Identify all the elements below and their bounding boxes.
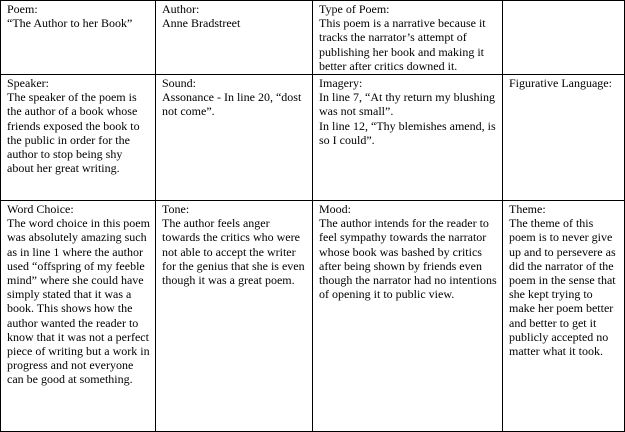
mood-text: The author intends for the reader to feel sympathy towards the narrator whose book was bashed by critics after being shown by friends even though the narrator had no intentions of opening it to public view. — [319, 216, 497, 302]
theme-label: Theme: — [509, 202, 546, 216]
mood-cell — [313, 201, 503, 432]
speaker-text: The speaker of the poem is the author of a book whose friends exposed the book to the public in order for the author to stop being shy about her great writing. — [7, 90, 140, 176]
figurative-language-cell — [503, 75, 625, 201]
author-name: Anne Bradstreet — [162, 16, 241, 31]
word-choice-label: Word Choice: — [7, 202, 74, 216]
figurative-language-label: Figurative Language: — [509, 76, 612, 90]
word-choice-cell — [1, 201, 156, 432]
empty-cell — [503, 1, 625, 75]
sound-label: Sound: — [162, 76, 197, 90]
poem-title: “The Author to her Book” — [7, 16, 133, 31]
author-cell — [156, 1, 313, 75]
theme-cell — [503, 201, 625, 432]
poem-cell — [1, 1, 156, 75]
table-row — [1, 201, 625, 432]
table-row — [1, 1, 625, 75]
sound-cell — [156, 75, 313, 201]
speaker-label: Speaker: — [7, 76, 49, 90]
sound-text: Assonance - In line 20, “dost not come”. — [162, 90, 302, 119]
word-choice-text: The word choice in this poem was absolutely amazing such as in line 1 where the author used “offspring of my feeble mind” where she could have simply stated that it was a book. This shows how the author wanted the reader to know that it was not a perfect piece of writing but a work in progress and not everyone can be good at something. — [7, 216, 150, 387]
author-label: Author: — [162, 2, 200, 16]
theme-text: The theme of this poem is to never give up and to persevere as did the narrator of the poem in the sense that she kept trying to make her poem better and better to get it publicly accepted no matter what it took. — [509, 216, 616, 359]
poem-label: Poem: — [7, 2, 38, 16]
imagery-label: Imagery: — [319, 76, 363, 90]
mood-label: Mood: — [319, 202, 352, 216]
tone-text: The author feels anger towards the critics who were not able to accept the writer for the genius that she is even though it was a great poem. — [162, 216, 305, 288]
type-of-poem-label: Type of Poem: — [319, 2, 390, 16]
type-of-poem-text: This poem is a narrative because it tracks the narrator’s attempt of publishing her book and making it better after critics downed it. — [319, 16, 486, 73]
speaker-cell — [1, 75, 156, 201]
imagery-line: In line 12, “Thy blemishes amend, is so I could”. — [319, 118, 496, 147]
imagery-line: In line 7, “At thy return my blushing was not small”. — [319, 90, 495, 119]
table-row — [1, 75, 625, 201]
tone-label: Tone: — [162, 202, 190, 216]
tone-cell — [156, 201, 313, 432]
imagery-cell — [313, 75, 503, 201]
type-of-poem-cell — [313, 1, 503, 75]
